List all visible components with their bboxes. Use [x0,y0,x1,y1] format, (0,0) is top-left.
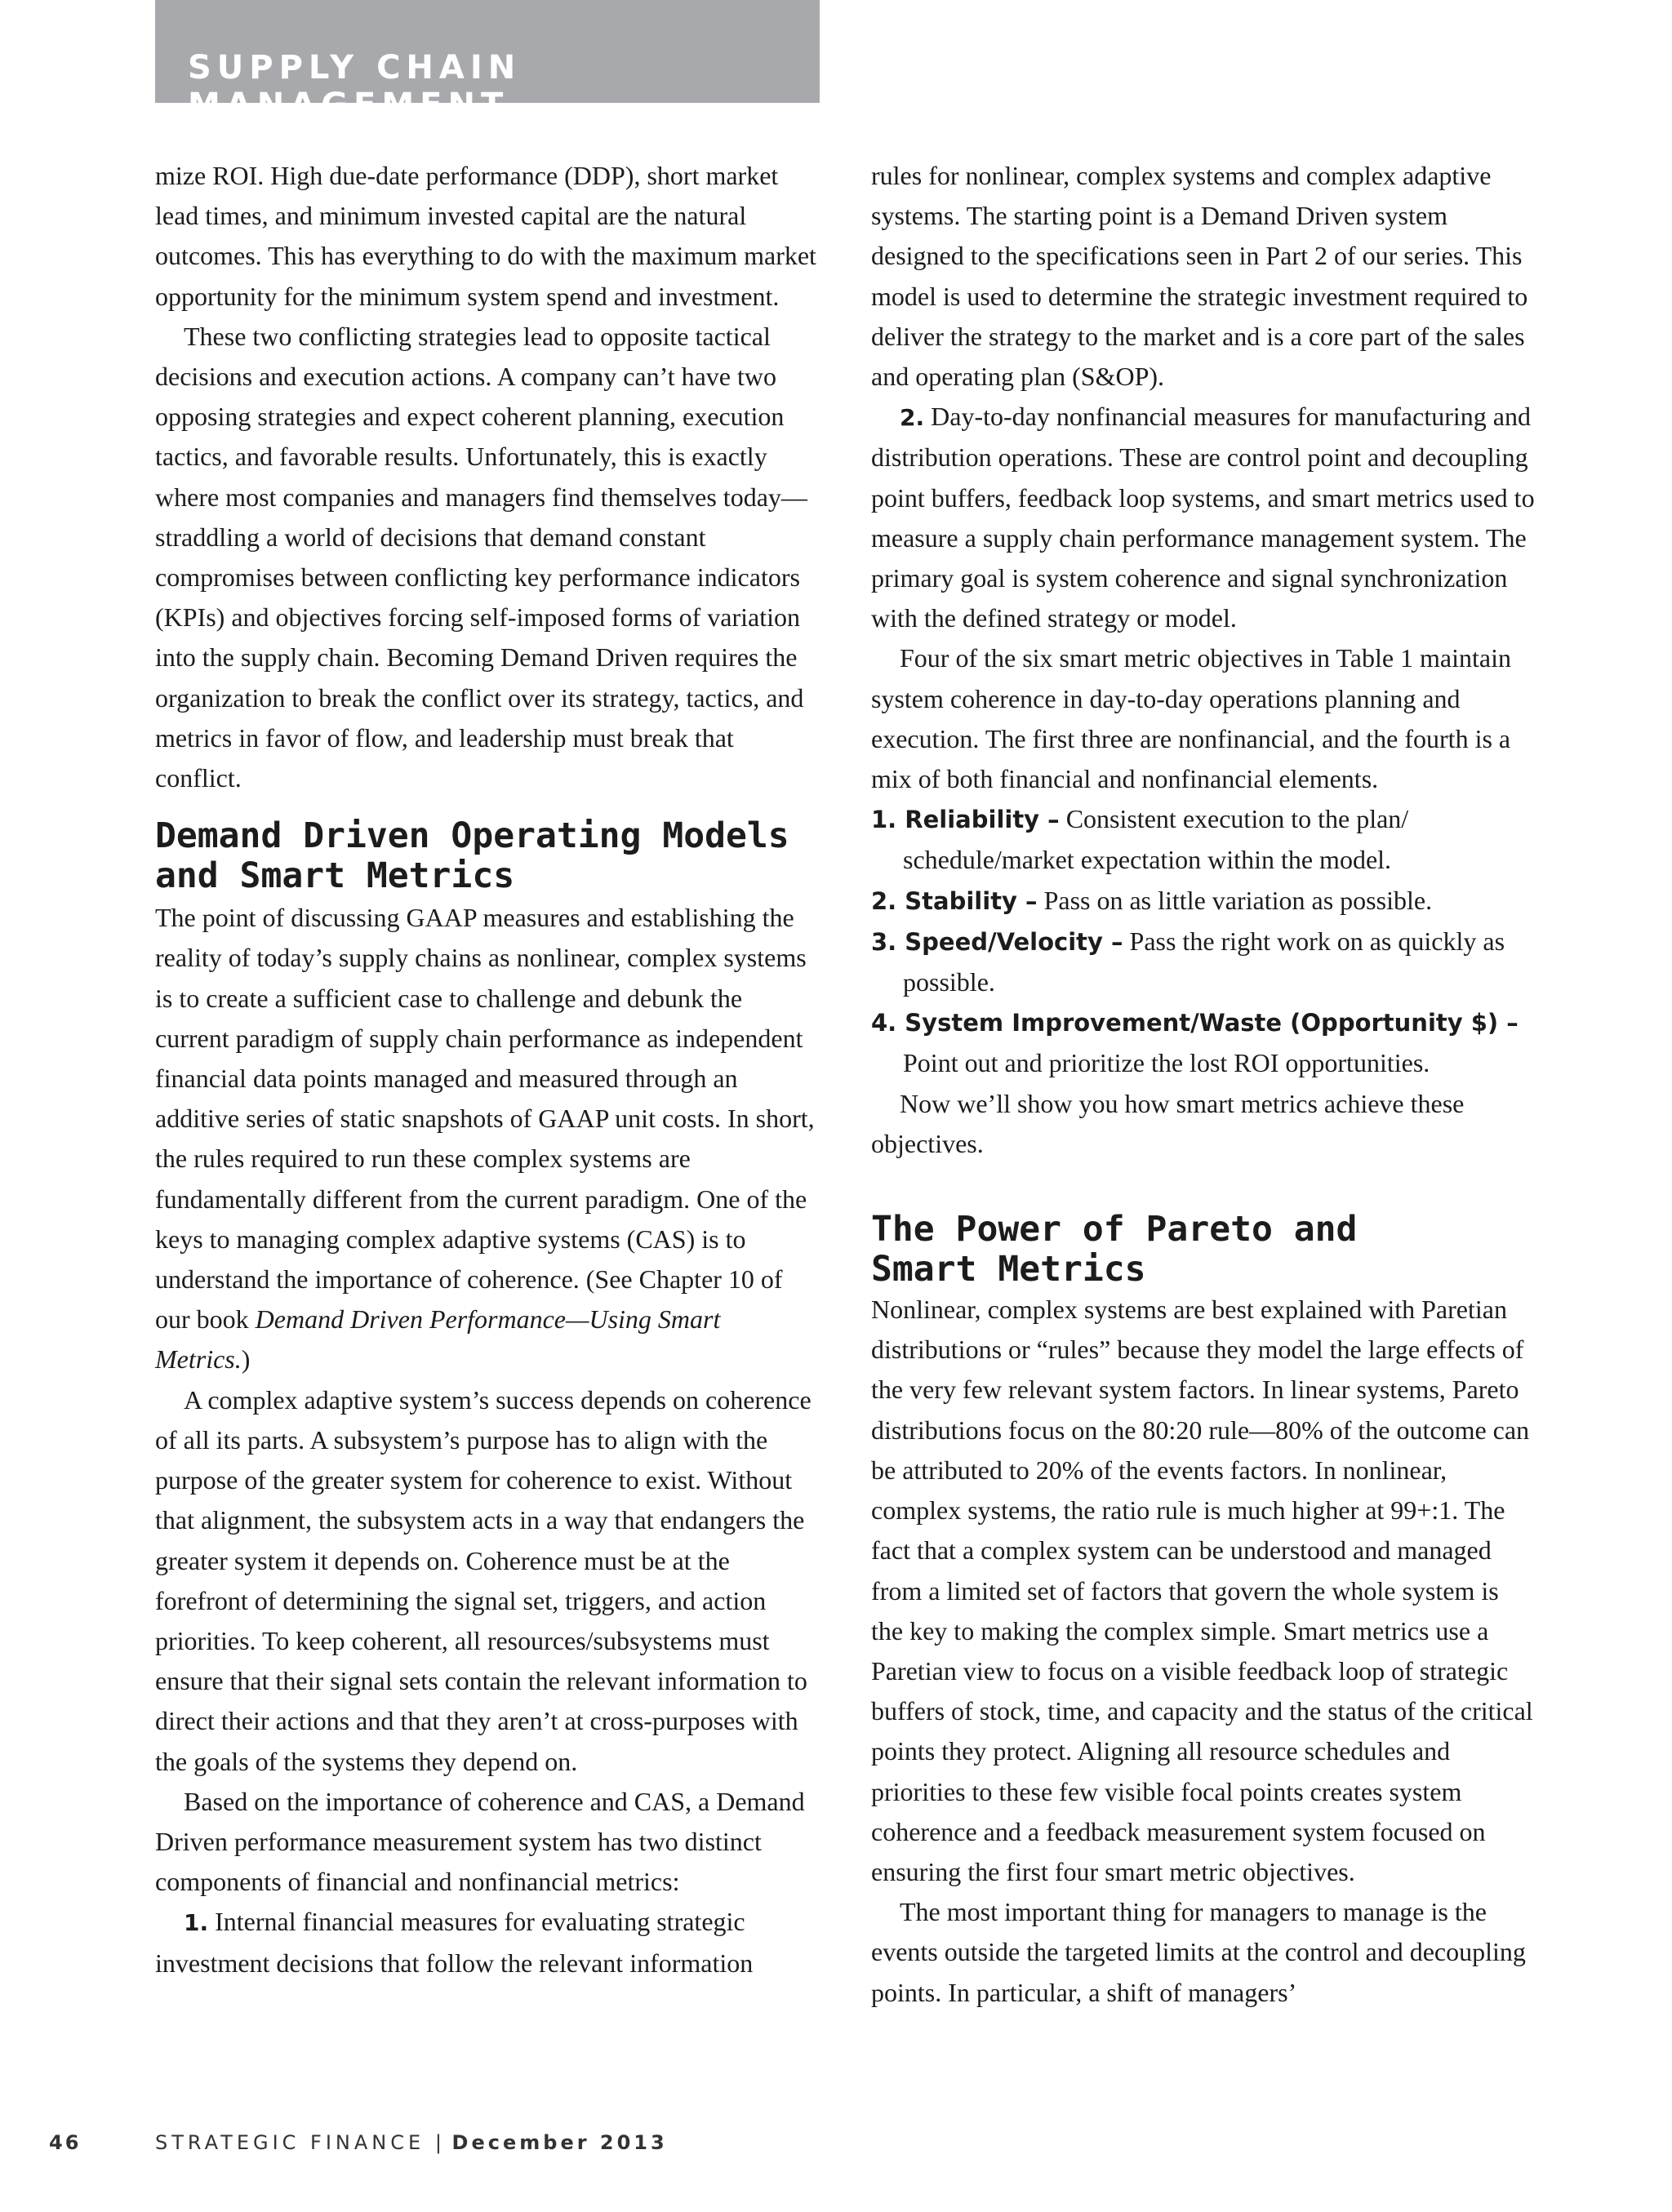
page-number: 46 [49,2131,82,2154]
section-heading [871,1210,1536,1290]
heading-line: Demand Driven Operating Models [155,815,789,857]
item-label: 4. System Improvement/Waste (Opportunity $) – [871,1009,1519,1037]
heading-line: Smart Metrics [871,1249,1146,1290]
paragraph: A complex adaptive system’s success depends on coherence of all its parts. A subsystem’s purpose has to align with the purpose of the greater system for coherence to exist. Without that alignment, the subsystem acts in a way that endangers the greater system it depends on. Coherence must be at the forefront of determining the signal set, triggers, and action priorities. To keep coherent, all resources/subsystems must ensure that their signal sets contain the relevant information to direct their actions and that they aren’t at cross-purposes with the goals of the systems they depend on. [155,1384,812,1776]
paragraph: These two conflicting strategies lead to opposite tactical decisions and execution actions. A company can’t have two opposing strategies and expect coherent planning, execution tactics, and favorable results. Unfortunately, this is exactly where most companies and managers find themselves today—straddling a world of decisions that demand constant compromises between conflicting key performance indicators (KPIs) and objectives forcing self-imposed forms of variation into the supply chain. Becoming Demand Driven requires the organization to break the conflict over its strategy, tactics, and metrics in favor of flow, and leadership must break that conflict. [155,321,807,793]
footer-separator: | [434,2131,442,2154]
item-label: 3. Speed/Velocity – [871,927,1123,956]
paragraph: Based on the importance of coherence and CAS, a Demand Driven performance measurement system has two distinct components of financial and nonfinancial metrics: [155,1786,805,1897]
paragraph: mize ROI. High due-date performance (DDP), short market lead times, and minimum invested capital are the natural outcomes. This has everything to do with the maximum market opportunity for the minimum system spend and investment. [155,161,816,311]
publication-line [155,2131,668,2154]
paragraph: The point of discussing GAAP measures and establishing the reality of today’s supply chains as nonlinear, complex systems is to create a sufficient case to challenge and debunk the current paradigm of supply chain performance as independent financial data points managed and measured through an additive series of static snapshots of GAAP unit costs. In short, the rules required to run these complex systems are fundamentally different from the current paradigm. One of the keys to managing complex adaptive systems (CAS) is to understand the importance of coherence. (See Chapter 10 of our book Demand Driven Performance—Using Smart Metrics.) [155,903,815,1375]
item-number: 1. [184,1909,209,1937]
section-title: SUPPLY CHAIN MANAGEMENT [188,49,522,124]
left-column [155,156,820,1983]
item-number: 2. [900,404,925,432]
paragraph: Nonlinear, complex systems are best explained with Paretian distributions or “rules” because they model the large effects of the very few relevant system factors. In linear systems, Pareto distributions focus on the 80:20 rule—80% of the outcome can be attributed to 20% of the events factors. In nonlinear, complex systems, the ratio rule is much higher at 99+:1. The fact that a complex system can be understood and managed from a limited set of factors that govern the whole system is the key to making the complex simple. Smart metrics use a Paretian view to focus on a visible feedback loop of strategic buffers of stock, time, and capacity and the status of the critical points they protect. Aligning all resource schedules and priorities to these few visible focal points creates system coherence and a feedback measurement system focused on ensuring the first four smart metric objectives. [871,1295,1533,1886]
list-item: 4. System Improvement/Waste (Opportunity $) – Point out and prioritize the lost ROI opportunities. [871,1009,1519,1078]
list-item: 1. Reliability – Consistent execution to the plan/ schedule/market expectation within the model. [871,804,1409,875]
heading-line: and Smart Metrics [155,855,515,897]
paragraph: 1. Internal financial measures for evaluating strategic investment decisions that follow the relevant information [155,1907,754,1978]
section-heading [155,816,820,896]
book-title: Demand Driven Performance—Using Smart Metrics. [155,1304,721,1375]
list-item: 3. Speed/Velocity – Pass the right work on as quickly as possible. [871,926,1505,997]
objectives-list [871,799,1536,1083]
heading-line: The Power of Pareto and [871,1209,1358,1250]
magazine-name: STRATEGIC FINANCE [155,2131,425,2154]
paragraph: Four of the six smart metric objectives in Table 1 maintain system coherence in day-to-day operations planning and execution. The first three are nonfinancial, and the fourth is a mix of both financial and nonfinancial elements. [871,643,1511,794]
paragraph: The most important thing for managers to manage is the events outside the targeted limits at the control and decoupling points. In particular, a shift of managers’ [871,1897,1526,2007]
item-label: 1. Reliability – [871,806,1060,834]
right-column [871,156,1536,2013]
page-footer [49,2131,668,2154]
section-header [155,0,820,124]
item-label: 2. Stability – [871,886,1038,915]
paragraph: rules for nonlinear, complex systems and complex adaptive systems. The starting point is a Demand Driven system designed to the specifications seen in Part 2 of our series. This model is used to determine the strategic investment required to deliver the strategy to the market and is a core part of the sales and operating plan (S&OP). [871,161,1528,392]
paragraph: 2. Day-to-day nonfinancial measures for manufacturing and distribution operations. These are control point and decoupling point buffers, feedback loop systems, and smart metrics used to measure a supply chain performance management system. The primary goal is system coherence and signal synchronization with the defined strategy or model. [871,402,1535,633]
list-item: 2. Stability – Pass on as little variation as possible. [871,885,1433,915]
issue-date: December 2013 [451,2131,668,2154]
paragraph: Now we’ll show you how smart metrics achieve these objectives. [871,1088,1465,1158]
